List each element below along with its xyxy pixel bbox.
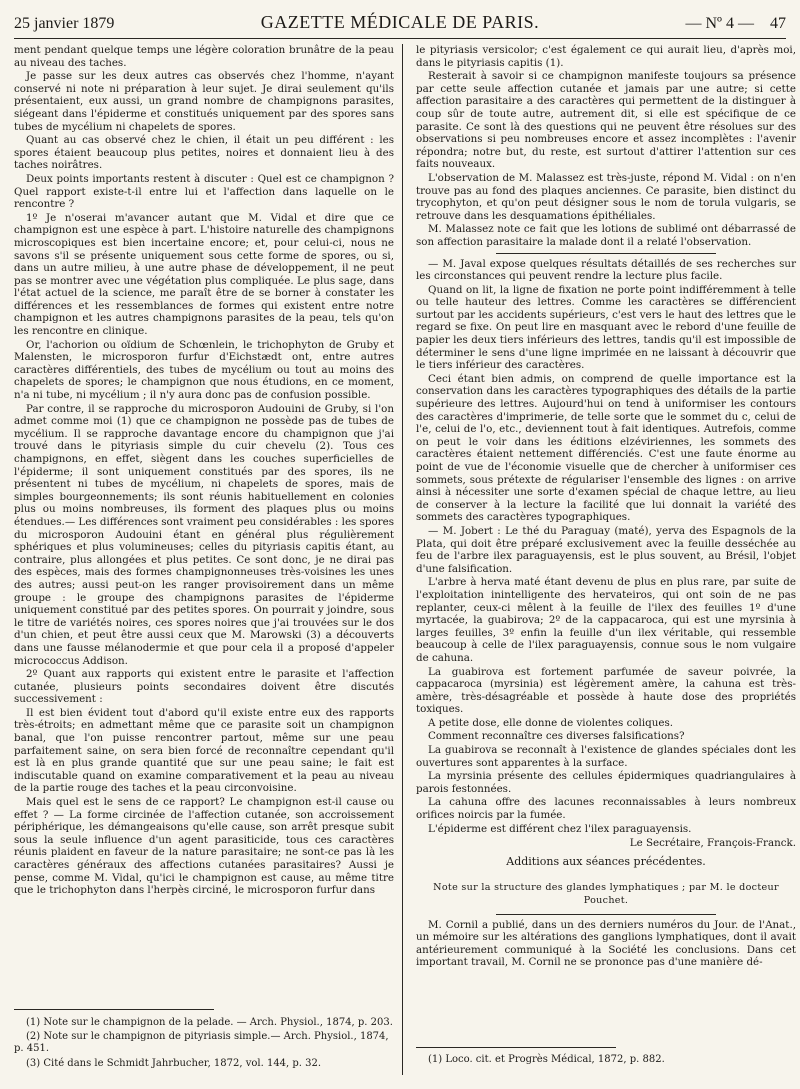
header-issue-and-page	[685, 15, 786, 33]
paragraph: M. Cornil a publié, dans un des derniers numéros du Jour. de l'Anat., un mémoire sur les altérations des ganglions lymphatiques, dont il avait antérieurement communiqué à la Société les conclusions. Dans cet important travail, M. Cornil ne se prononce pas d'une manière dé-	[416, 918, 796, 969]
paragraph: La cahuna offre des lacunes reconnaissables à leurs nombreux orifices noircis par la fumée.	[416, 796, 796, 822]
section-separator	[496, 253, 716, 254]
paragraph: Par contre, il se rapproche du microsporon Audouini de Gruby, si l'on admet comme moi (1) que ce champignon ne possède pas de tubes de mycélium. Il se rapproche davantage encore du champignon que j'ai trouvé dans le pityriasis simple du cuir chevelu (2). Tous ces champignons, en effet, siègent dans les couches superficielles de l'épiderme; il sont uniquement constitués par des spores, ils ne présentent ni tubes de mycélium, ni chapelets de spores, mais de simples bourgeonnements; ils sont réunis habituellement en colonies plus ou moins nombreuses, ils forment des plaques plus ou moins étendues.— Les différences sont vraiment peu considérables : les spores du microsporon Audouini étant en général plus régulièrement sphériques et plus volumineuses; celles du pityriasis capitis étant, au contraire, plus allongées et plus petites. Ce sont donc, je ne dirai pas des espèces, mais des formes champignonneuses très-voisines les unes des autres; aussi peut-on les ranger provisoirement dans un même groupe : le groupe des champignons parasites de l'épiderme uniquement constitué par des petites spores. On pourrait y joindre, sous le titre de variétés noires, ces spores noires que j'ai trouvées sur le dos d'un chien, et peut être aussi ceux que M. Marowski (3) a découverts dans une fausse mélanodermie et que pour cela il a proposé d'appeler micrococcus Addison.	[14, 402, 394, 667]
paragraph: Quant au cas observé chez le chien, il était un peu différent : les spores étaient beaucoup plus petites, noires et donnaient lieu à des taches noirâtres.	[14, 134, 394, 172]
paragraph: Mais quel est le sens de ce rapport? Le champignon est-il cause ou effet ? — La forme circinée de l'affection cutanée, son accroissement périphérique, les démangeaisons qu'elle cause, son arrêt presque subit sous la seule influence d'un agent parasiticide, tous ces caractères réunis plaident en faveur de la nature parasitaire; ne sont-ce pas là les caractères généraux des affections cutanées parasitaires? Aussi je pense, comme M. Vidal, qu'ici le champignon est cause, au même titre que le trichophyton dans l'herpès circiné, le microsporon furfur dans	[14, 796, 394, 897]
right-column	[416, 44, 796, 970]
header-date: 25 janvier 1879	[14, 15, 115, 32]
paragraph: 1º Je n'oserai m'avancer autant que M. Vidal et dire que ce champignon est une espèce à part. L'histoire naturelle des champignons microscopiques est bien incertaine encore; et, pour celui-ci, nous ne savons s'il se présente uniquement sous cette forme de spores, ou si, dans un autre milieu, à une autre phase de développement, il ne peut pas se montrer avec une végétation plus compliquée. Le plus sage, dans l'état actuel de la science, me paraît être de se borner à constater les différences et les ressemblances de formes qui existent entre notre champignon et les autres champignons parasites de la peau, tels qu'on les rencontre en clinique.	[14, 211, 394, 338]
footnote-rule-left	[14, 1009, 214, 1010]
note-title: Note sur la structure des glandes lymphatiques ; par M. le docteur Pouchet.	[433, 882, 779, 906]
paragraph: Or, l'achorion ou oïdium de Schœnlein, le trichophyton de Gruby et Malensten, le microsporon furfur d'Eichstædt ont, entre autres caractères différentiels, des tubes de mycélium ou tout au moins des chapelets de spores; le champignon que nous étudions, en ce moment, n'a ni tube, ni mycélium ; il n'y aura donc pas de confusion possible.	[14, 338, 394, 402]
paragraph: Comment reconnaître ces diverses falsifications?	[428, 730, 685, 743]
paragraph: L'arbre à herva maté étant devenu de plus en plus rare, par suite de l'exploitation inintelligente des hervateiros, qui ont soin de ne pas replanter, ceux-ci mêlent à la feuille de l'ilex des feuilles 1º d'une myrtacée, la guabirova; 2º de la cappacaroca, qui est une myrsinia à larges feuilles, 3º enfin la feuille d'un ilex véritable, qui ressemble beaucoup à celle de l'ilex paraguayensis, connue sous le nom vulgaire de cahuna.	[416, 576, 796, 664]
paragraph: Quand on lit, la ligne de fixation ne porte point indifféremment à telle ou telle hauteur des lettres. Comme les caractères se différencient surtout par les accidents supérieurs, c'est vers le haut des lettres que le regard se fixe. On peut lire en masquant avec le rebord d'une feuille de papier les deux tiers inférieurs des lettres, tandis qu'il est impossible de déterminer le sens d'une ligne imprimée en ne laissant à découvrir que le tiers inférieur des caractères.	[416, 283, 796, 372]
paragraph: Ceci étant bien admis, on comprend de quelle importance est la conservation dans les caractères typographiques des détails de la partie supérieure des lettres. Aujourd'hui on tend à uniformiser les contours des caractères d'imprimerie, de telle sorte que le sommet du c, celui de l'e, celui de l'o, etc., deviennent tout à fait identiques. Autrefois, comme on peut le voir dans les éditions elzéviriennes, les sommets des caractères étaient nettement différenciés. C'est une faute énorme au point de vue de l'économie visuelle que de chercher à uniformiser ces sommets, sous prétexte de régulariser l'ensemble des lignes : on arrive ainsi à nécessiter une sorte d'examen spécial de chaque lettre, au lieu de conserver à la lecture la facilité que lui donnait la variété des sommets des caractères typographiques.	[416, 372, 796, 524]
footnote: (1) Note sur le champignon de la pelade. — Arch. Physiol., 1874, p. 203.	[26, 1017, 393, 1028]
paragraph: le pityriasis versicolor; c'est également ce qui aurait lieu, d'après moi, dans le pityriasis capitis (1).	[416, 44, 796, 69]
paragraph: ment pendant quelque temps une légère coloration brunâtre de la peau au niveau des taches.	[14, 44, 394, 69]
issue-number: — Nº 4 —	[685, 15, 754, 32]
paragraph: La guabirova est fortement parfumée de saveur poivrée, la cappacaroca (myrsinia) est légèrement amère, la cahuna est très-amère, très-désagréable et possède à haute dose des propriétés toxiques.	[416, 665, 796, 716]
paragraph: Resterait à savoir si ce champignon manifeste toujours sa présence par cette seule affection cutanée et jamais par une autre; si cette affection parasitaire a des caractères qui permettent de la distinguer à coup sûr de toute autre, autrement dit, si elle est spécifique de ce parasite. Ce sont là des questions qui ne peuvent être résolues sur des observations si peu nombreuses encore et assez incomplètes : l'avenir répondra; notre but, du reste, est surtout d'attirer l'attention sur ces faits nouveaux.	[416, 70, 796, 171]
left-column	[14, 44, 394, 898]
page-number: 47	[769, 15, 786, 32]
paragraph: M. Malassez note ce fait que les lotions de sublimé ont débarrassé de son affection parasitaire la malade dont il a relaté l'observation.	[416, 223, 796, 248]
paragraph: 2º Quant aux rapports qui existent entre le parasite et l'affection cutanée, plusieurs points secondaires doivent être discutés successivement :	[14, 668, 394, 706]
paragraph: Deux points importants restent à discuter : Quel est ce champignon ? Quel rapport existe-t-il entre lui et l'affection dans laquelle on le rencontre ?	[14, 172, 394, 211]
journal-title: GAZETTE MÉDICALE DE PARIS.	[260, 12, 540, 32]
footnote: (2) Note sur le champignon de pityriasis simple.— Arch. Physiol., 1874, p. 451.	[14, 1031, 389, 1055]
paragraph: — M. Javal expose quelques résultats détaillés de ses recherches sur les circonstances qui peuvent rendre la lecture plus facile.	[416, 257, 796, 283]
footnote-rule-right	[416, 1047, 616, 1048]
right-footnotes	[416, 1054, 796, 1068]
paragraph: La myrsinia présente des cellules épidermiques quadriangulaires à parois festonnées.	[416, 770, 796, 795]
paragraph: L'observation de M. Malassez est très-juste, répond M. Vidal : on n'en trouve pas au fond des plaques anciennes. Ce parasite, bien distinct du trycophyton, et qu'on peut désigner sous le nom de torula vulgaris, se retrouve dans les desquamations épithéliales.	[416, 171, 796, 222]
paragraph: Je passe sur les deux autres cas observés chez l'homme, n'ayant conservé ni note ni préparation à leur sujet. Je dirai seulement qu'ils présentaient, eux aussi, un grand nombre de champignons parasites, siégeant dans l'épiderme et constitués uniquement par des spores sans tubes de mycélium ni chapelets de spores.	[14, 70, 394, 133]
column-divider	[402, 44, 403, 1075]
page-header	[14, 12, 786, 38]
title-separator	[496, 914, 716, 915]
paragraph: Il est bien évident tout d'abord qu'il existe entre eux des rapports très-étroits; en admettant même que ce parasite soit un champignon banal, que l'on puisse rencontrer partout, même sur une peau parfaitement saine, on sera bien forcé de reconnaître cependant qu'il est là en plus grande quantité que sur une peau saine; le fait est indiscutable quand on examine comparativement et la peau au niveau de la partie rouge des taches et la peau circonvoisine.	[14, 706, 394, 795]
footnote: (1) Loco. cit. et Progrès Médical, 1872, p. 882.	[428, 1054, 665, 1065]
section-heading: Additions aux séances précédentes.	[506, 854, 706, 868]
paragraph: — M. Jobert : Le thé du Paraguay (maté), yerva des Espagnols de la Plata, qui doit être préparé exclusivement avec la feuille desséchée au feu de l'arbre ilex paraguayensis, est le plus souvent, au Brésil, l'objet d'une falsification.	[416, 524, 796, 575]
paragraph: La guabirova se reconnaît à l'existence de glandes spéciales dont les ouvertures sont apparentes à la surface.	[416, 744, 796, 769]
secretary-signature: Le Secrétaire, François-Franck.	[629, 837, 796, 850]
footnote: (3) Cité dans le Schmidt Jahrbucher, 1872, vol. 144, p. 32.	[26, 1057, 322, 1069]
paragraph: L'épiderme est différent chez l'ilex paraguayensis.	[428, 822, 692, 835]
left-footnotes	[14, 1017, 394, 1072]
paragraph: A petite dose, elle donne de violentes coliques.	[428, 716, 674, 729]
header-rule	[14, 38, 786, 39]
